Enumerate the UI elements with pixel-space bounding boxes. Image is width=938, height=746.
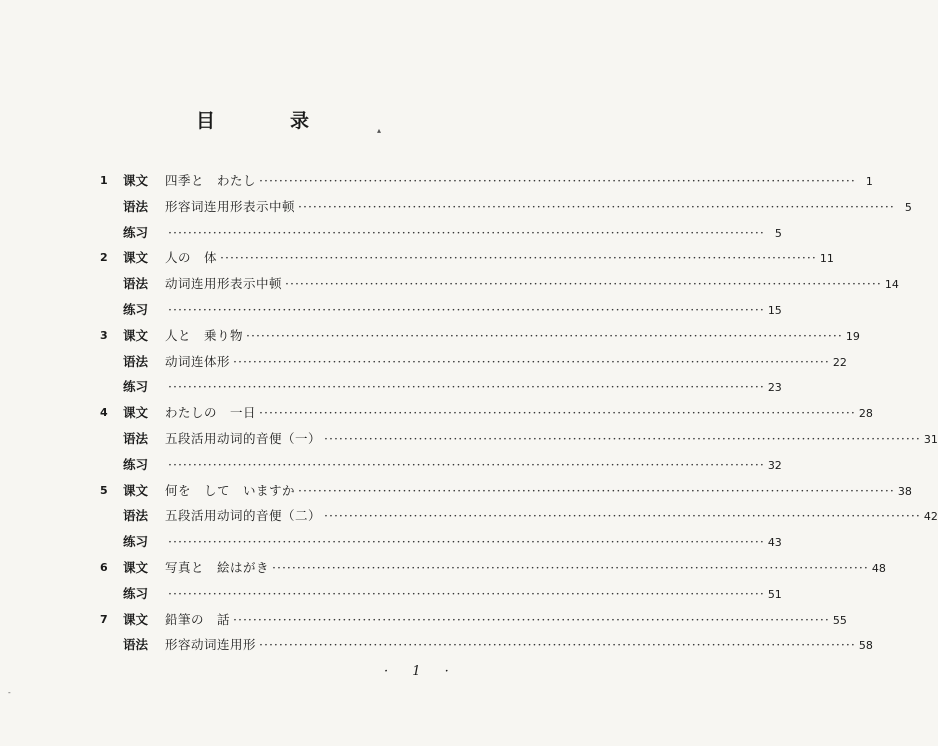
entry-title: 写真と 絵はがき xyxy=(165,559,270,575)
entry-title: 动词连体形 xyxy=(165,353,231,369)
page-number: 22 xyxy=(832,355,847,369)
entry-label: 练习 xyxy=(123,456,149,472)
entry-label: 练习 xyxy=(123,379,149,395)
toc-entry xyxy=(100,478,912,504)
entry-label: 课文 xyxy=(123,482,149,498)
entry-label: 课文 xyxy=(123,611,149,627)
entry-title: 人の 体 xyxy=(165,250,218,266)
entry-label: 语法 xyxy=(123,353,149,369)
page-number: 5 xyxy=(904,200,912,214)
print-speck: - xyxy=(8,688,11,697)
entry-label: 语法 xyxy=(123,430,149,446)
page-number: 5 xyxy=(774,226,782,240)
dot-leader: ························································································································ xyxy=(272,559,869,575)
entry-label: 课文 xyxy=(123,559,149,575)
dot-leader: ························································································································ xyxy=(324,508,921,524)
entry-label: 练习 xyxy=(123,585,149,601)
toc-entry xyxy=(100,555,886,581)
page-number: 23 xyxy=(767,381,782,395)
dot-leader: ························································································································ xyxy=(168,534,765,550)
entry-label: 语法 xyxy=(123,637,149,653)
page-number: 32 xyxy=(767,458,782,472)
toc-entry xyxy=(100,245,834,271)
entry-title: 动词连用形表示中顿 xyxy=(165,276,283,292)
page-number: 55 xyxy=(832,613,847,627)
toc-entry xyxy=(100,400,873,426)
entry-label: 练习 xyxy=(123,534,149,550)
toc-entry xyxy=(100,220,782,246)
page-number: 31 xyxy=(923,432,938,446)
toc-entry xyxy=(100,503,938,529)
dot-leader: ························································································································ xyxy=(259,173,856,188)
entry-title: 五段活用动词的音便（二） xyxy=(165,508,322,524)
toc-entry xyxy=(100,374,782,400)
toc-entry xyxy=(100,426,938,452)
page-number: 42 xyxy=(923,510,938,524)
toc-entry xyxy=(100,452,782,478)
entry-title: 人と 乗り物 xyxy=(165,327,244,343)
page-number: 38 xyxy=(897,484,912,498)
page-number-footer: · 1 · xyxy=(384,664,459,679)
toc-entry xyxy=(100,607,847,633)
dot-leader: ························································································································ xyxy=(233,353,830,369)
lesson-number: 5 xyxy=(100,483,108,497)
toc-entry xyxy=(100,581,782,607)
lesson-number: 2 xyxy=(100,251,108,265)
dot-leader: ························································································································ xyxy=(168,224,765,240)
lesson-number: 3 xyxy=(100,328,108,342)
entry-label: 练习 xyxy=(123,301,149,317)
page-title: 目 录 xyxy=(195,110,337,132)
dot-leader: ························································································································ xyxy=(168,585,765,601)
toc-entry xyxy=(100,297,782,323)
print-speck: ▴ xyxy=(377,126,382,135)
entry-label: 课文 xyxy=(123,250,149,266)
dot-leader: ························································································································ xyxy=(298,198,895,214)
dot-leader: ························································································································ xyxy=(233,611,830,627)
toc-entry xyxy=(100,529,782,555)
entry-title: 形容动词连用形 xyxy=(165,637,257,653)
dot-leader: ························································································································ xyxy=(168,379,765,395)
toc-entry xyxy=(100,349,847,375)
dot-leader: ························································································································ xyxy=(259,637,856,653)
lesson-number: 4 xyxy=(100,406,108,420)
page-number: 11 xyxy=(819,252,834,266)
page-number: 51 xyxy=(767,587,782,601)
entry-label: 课文 xyxy=(123,405,149,421)
entry-title: 形容词连用形表示中顿 xyxy=(165,198,296,214)
dot-leader: ························································································································ xyxy=(324,430,921,446)
toc-entry xyxy=(100,271,899,297)
entry-label: 语法 xyxy=(123,198,149,214)
entry-label: 课文 xyxy=(123,327,149,343)
lesson-number: 6 xyxy=(100,560,108,574)
page-number: 28 xyxy=(858,407,873,421)
entry-title: 四季と わたし xyxy=(165,173,257,188)
entry-label: 语法 xyxy=(123,508,149,524)
dot-leader: ························································································································ xyxy=(168,456,765,472)
entry-label: 课文 xyxy=(123,173,149,188)
entry-label: 语法 xyxy=(123,276,149,292)
lesson-number: 7 xyxy=(100,612,108,626)
page-number: 48 xyxy=(871,561,886,575)
entry-title: 鉛筆の 話 xyxy=(165,611,231,627)
toc-entry xyxy=(100,168,873,194)
dot-leader: ························································································································ xyxy=(168,301,765,317)
entry-title: わたしの 一日 xyxy=(165,405,257,421)
dot-leader: ························································································································ xyxy=(220,250,817,266)
toc-entry xyxy=(100,632,873,658)
page-number: 43 xyxy=(767,536,782,550)
dot-leader: ························································································································ xyxy=(298,482,895,498)
entry-title: 何を して いますか xyxy=(165,482,296,498)
page-number: 14 xyxy=(884,278,899,292)
toc-entry xyxy=(100,323,860,349)
page-number: 58 xyxy=(858,639,873,653)
page-number: 1 xyxy=(865,175,873,188)
table-of-contents xyxy=(100,168,938,658)
dot-leader: ························································································································ xyxy=(259,405,856,421)
dot-leader: ························································································································ xyxy=(285,276,882,292)
page-number: 19 xyxy=(845,329,860,343)
entry-title: 五段活用动词的音便（一） xyxy=(165,430,322,446)
lesson-number: 1 xyxy=(100,174,108,187)
toc-entry xyxy=(100,194,912,220)
entry-label: 练习 xyxy=(123,224,149,240)
page-number: 15 xyxy=(767,303,782,317)
dot-leader: ························································································································ xyxy=(246,327,843,343)
